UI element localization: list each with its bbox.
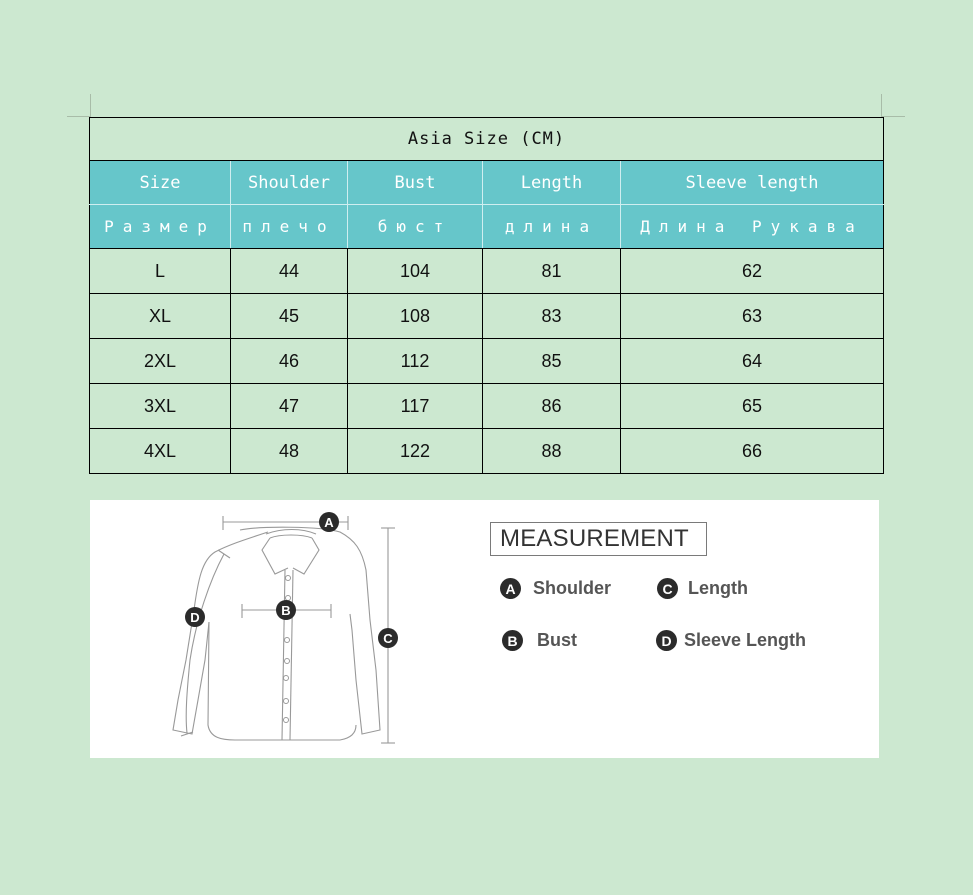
cell-sleeve-length: 66	[621, 429, 884, 474]
table-row	[90, 294, 884, 339]
table-title: Asia Size (CM)	[90, 118, 884, 161]
legend-item-sleeve-length	[656, 630, 806, 651]
header-sleeve-length-ru: Длина Рукава	[621, 205, 884, 249]
header-shoulder: Shoulder	[231, 161, 348, 205]
header-bust: Bust	[348, 161, 483, 205]
cell-sleeve-length: 65	[621, 384, 884, 429]
cell-bust: 108	[348, 294, 483, 339]
crop-mark	[90, 94, 91, 118]
cell-bust: 112	[348, 339, 483, 384]
measurement-title: MEASUREMENT	[490, 522, 707, 556]
svg-text:A: A	[324, 515, 334, 530]
crop-mark	[67, 116, 91, 117]
header-sleeve-length: Sleeve length	[621, 161, 884, 205]
svg-text:B: B	[281, 603, 291, 618]
cell-sleeve-length: 63	[621, 294, 884, 339]
cell-size: 4XL	[90, 429, 231, 474]
header-row-english	[90, 161, 884, 205]
table-row	[90, 249, 884, 294]
table-row	[90, 429, 884, 474]
cell-size: 3XL	[90, 384, 231, 429]
cell-shoulder: 46	[231, 339, 348, 384]
crop-mark	[881, 116, 905, 117]
table-row	[90, 384, 884, 429]
cell-length: 86	[483, 384, 621, 429]
legend-label: Shoulder	[533, 578, 612, 598]
header-size: Size	[90, 161, 231, 205]
crop-mark	[881, 94, 882, 118]
cell-shoulder: 45	[231, 294, 348, 339]
legend-label: Sleeve Length	[684, 630, 807, 650]
table-title-row	[90, 118, 884, 161]
legend-item-bust	[502, 630, 577, 651]
cell-length: 88	[483, 429, 621, 474]
svg-text:C: C	[383, 631, 393, 646]
cell-length: 83	[483, 294, 621, 339]
header-length-ru: длина	[483, 205, 621, 249]
legend-label: Bust	[537, 630, 577, 650]
header-size-ru: Размер	[90, 205, 231, 249]
legend-item-shoulder	[500, 578, 611, 599]
badge-c-icon: C	[657, 578, 678, 599]
cell-bust: 104	[348, 249, 483, 294]
header-shoulder-ru: плечо	[231, 205, 348, 249]
badge-d-icon: D	[656, 630, 677, 651]
cell-sleeve-length: 62	[621, 249, 884, 294]
badge-a-icon: A	[500, 578, 521, 599]
header-length: Length	[483, 161, 621, 205]
badge-b-icon: B	[502, 630, 523, 651]
svg-text:D: D	[190, 610, 200, 625]
legend-label: Length	[688, 578, 748, 598]
cell-bust: 122	[348, 429, 483, 474]
cell-shoulder: 48	[231, 429, 348, 474]
cell-length: 81	[483, 249, 621, 294]
cell-bust: 117	[348, 384, 483, 429]
cell-sleeve-length: 64	[621, 339, 884, 384]
cell-size: XL	[90, 294, 231, 339]
header-row-russian	[90, 205, 884, 249]
measurement-panel	[90, 500, 879, 758]
cell-size: 2XL	[90, 339, 231, 384]
shirt-diagram	[90, 500, 410, 758]
size-chart-table	[89, 117, 884, 474]
cell-length: 85	[483, 339, 621, 384]
legend-item-length	[657, 578, 748, 599]
cell-size: L	[90, 249, 231, 294]
table-row	[90, 339, 884, 384]
header-bust-ru: бюст	[348, 205, 483, 249]
cell-shoulder: 44	[231, 249, 348, 294]
cell-shoulder: 47	[231, 384, 348, 429]
